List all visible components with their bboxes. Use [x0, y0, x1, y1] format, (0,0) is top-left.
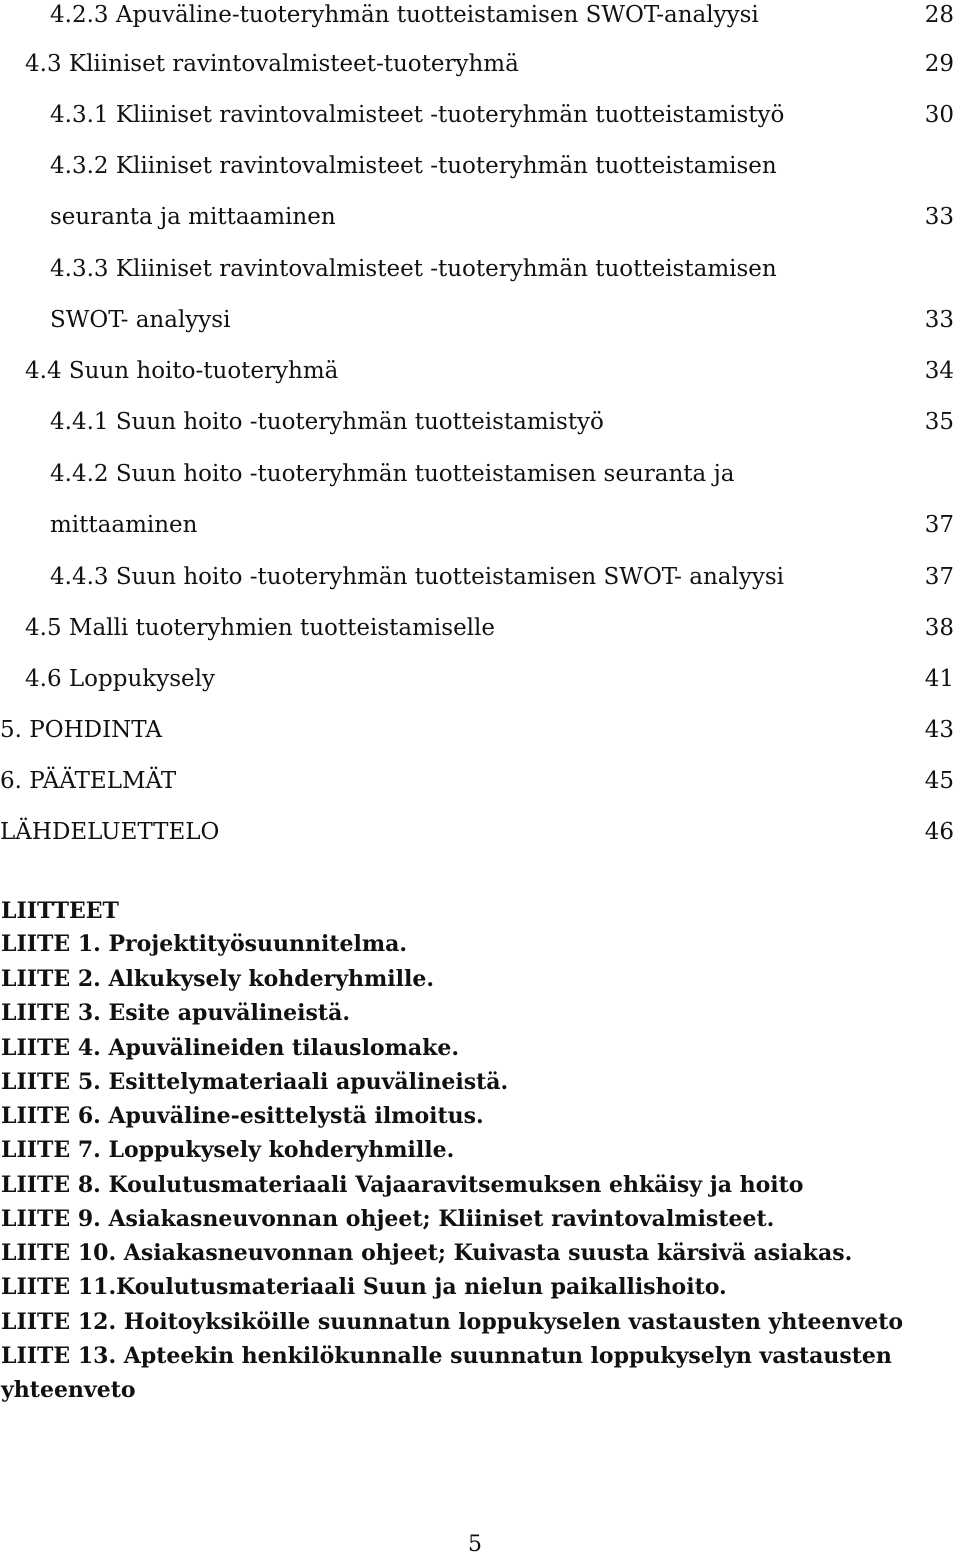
- appendix-item: LIITE 5. Esittelymateriaali apuvälineistä.: [1, 1069, 509, 1095]
- toc-entry-title: 4.3 Kliiniset ravintovalmisteet-tuoteryhmä: [25, 51, 519, 77]
- toc-entry-page-number: 35: [924, 409, 954, 435]
- toc-entry: [0, 715, 960, 755]
- toc-entry-page-number: 45: [924, 768, 954, 794]
- toc-entry: [0, 407, 960, 447]
- toc-entry-page-number: 33: [924, 204, 954, 230]
- toc-entry-page-number: 37: [924, 564, 954, 590]
- toc-entry: [0, 254, 960, 294]
- toc-entry-title: 5. POHDINTA: [0, 717, 162, 743]
- toc-entry: [0, 151, 960, 191]
- toc-entry-page-number: 37: [924, 512, 954, 538]
- toc-entry-title: 4.4.1 Suun hoito -tuoteryhmän tuotteistamistyö: [50, 409, 604, 435]
- toc-entry-page-number: 28: [924, 2, 954, 28]
- toc-entry: [0, 562, 960, 602]
- appendix-item: LIITE 6. Apuväline-esittelystä ilmoitus.: [1, 1103, 484, 1129]
- toc-entry-title: 6. PÄÄTELMÄT: [0, 768, 177, 794]
- appendix-item: LIITE 1. Projektityösuunnitelma.: [1, 931, 408, 957]
- toc-entry: [0, 356, 960, 396]
- appendix-item: LIITE 3. Esite apuvälineistä.: [1, 1000, 351, 1026]
- toc-entry-title: 4.2.3 Apuväline-tuoteryhmän tuotteistamisen SWOT-analyysi: [50, 2, 759, 28]
- toc-entry: [0, 49, 960, 89]
- appendix-item: yhteenveto: [1, 1377, 136, 1403]
- toc-entry: [0, 510, 960, 550]
- appendix-item: LIITE 11.Koulutusmateriaali Suun ja nielun paikallishoito.: [1, 1274, 727, 1300]
- toc-entry-title: 4.5 Malli tuoteryhmien tuotteistamiselle: [25, 615, 496, 641]
- toc-entry-page-number: 29: [924, 51, 954, 77]
- toc-entry: [0, 459, 960, 499]
- toc-entry-title: LÄHDELUETTELO: [0, 819, 220, 845]
- toc-entry-page-number: 30: [924, 102, 954, 128]
- appendix-item: LIITE 2. Alkukysely kohderyhmille.: [1, 966, 435, 992]
- toc-entry-page-number: 43: [924, 717, 954, 743]
- toc-entry: [0, 766, 960, 806]
- toc-entry-title: 4.4.2 Suun hoito -tuoteryhmän tuotteistamisen seuranta ja: [50, 461, 735, 487]
- toc-entry: [0, 202, 960, 242]
- appendix-item: LIITE 9. Asiakasneuvonnan ohjeet; Kliiniset ravintovalmisteet.: [1, 1206, 775, 1232]
- appendix-item: LIITE 4. Apuvälineiden tilauslomake.: [1, 1035, 460, 1061]
- page-number: 5: [468, 1532, 482, 1557]
- toc-entry-title: mittaaminen: [50, 512, 198, 538]
- toc-entry-page-number: 38: [924, 615, 954, 641]
- toc-entry-title: seuranta ja mittaaminen: [50, 204, 336, 230]
- toc-entry-title: 4.3.2 Kliiniset ravintovalmisteet -tuoteryhmän tuotteistamisen: [50, 153, 777, 179]
- toc-entry: [0, 100, 960, 140]
- toc-entry-title: 4.3.1 Kliiniset ravintovalmisteet -tuoteryhmän tuotteistamistyö: [50, 102, 785, 128]
- appendix-item: LIITE 8. Koulutusmateriaali Vajaaravitsemuksen ehkäisy ja hoito: [1, 1172, 804, 1198]
- toc-entry-page-number: 41: [924, 666, 954, 692]
- appendix-item: LIITE 12. Hoitoyksiköille suunnatun loppukyselen vastausten yhteenveto: [1, 1309, 904, 1335]
- appendix-item: LIITE 13. Apteekin henkilökunnalle suunnatun loppukyselyn vastausten: [1, 1343, 892, 1369]
- toc-entry-page-number: 33: [924, 307, 954, 333]
- toc-entry-page-number: 34: [924, 358, 954, 384]
- appendix-item: LIITE 10. Asiakasneuvonnan ohjeet; Kuivasta suusta kärsivä asiakas.: [1, 1240, 853, 1266]
- toc-entry: [0, 613, 960, 653]
- appendix-heading: LIITTEET: [1, 898, 119, 924]
- toc-entry-title: SWOT- analyysi: [50, 307, 231, 333]
- appendix-item: LIITE 7. Loppukysely kohderyhmille.: [1, 1137, 455, 1163]
- toc-entry: [0, 305, 960, 345]
- toc-entry-title: 4.4 Suun hoito-tuoteryhmä: [25, 358, 339, 384]
- toc-entry-title: 4.4.3 Suun hoito -tuoteryhmän tuotteistamisen SWOT- analyysi: [50, 564, 785, 590]
- toc-entry-title: 4.6 Loppukysely: [25, 666, 215, 692]
- toc-entry: [0, 0, 960, 40]
- toc-entry-title: 4.3.3 Kliiniset ravintovalmisteet -tuoteryhmän tuotteistamisen: [50, 256, 777, 282]
- toc-entry-page-number: 46: [924, 819, 954, 845]
- toc-entry: [0, 817, 960, 857]
- toc-entry: [0, 664, 960, 704]
